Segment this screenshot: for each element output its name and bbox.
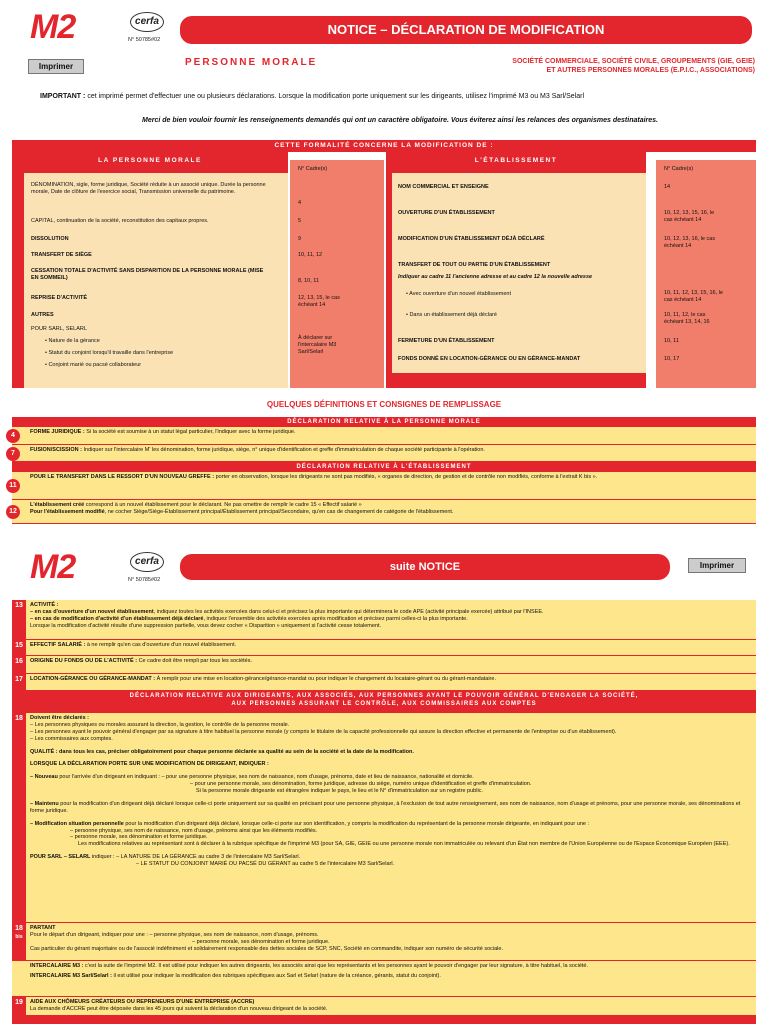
decl-dir-line-2: AUX PERSONNES ASSURANT LE CONTRÔLE, AUX COMMISSAIRES AUX COMPTES [231, 700, 537, 707]
row-text: À remplir pour une mise en location-gérance/gérance-mandat ou pour indiquer le changement du locataire-gérant ou du gérant-mandataire. [156, 676, 496, 682]
etab-item: NOM COMMERCIAL ET ENSEIGNE [398, 184, 489, 190]
pm-item-label: DÉNOMINATION, sigle, forme juridique, Société réduite à un associé unique. Durée la personne morale, Date de clôture de l'exercice social, Transmission universelle du patrimoine. [31, 182, 266, 195]
subtitle-right-2: ET AUTRES PERSONNES MORALES (E.P.I.C., ASSOCIATIONS) [546, 66, 755, 74]
row-number: 17 [12, 674, 26, 690]
row-number: 18 bis [12, 923, 26, 960]
pm-autres-b3: • Conjoint marié ou pacsé collaborateur [45, 362, 142, 368]
row-text: à ne remplir qu'en cas d'ouverture d'un nouvel établissement. [86, 642, 237, 648]
row-text: Indiquer sur l'intercalaire M' les dénomination, forme juridique, siège, n° unique d'identification et greffe d'immatriculation de chaque société participante à l'opération. [83, 447, 485, 453]
row-text: , indiquez l'ensemble des activités exercées après modification et précisez parmi celles-ci la plus importante. [203, 615, 468, 622]
r18-maintenu-label: – Maintenu [30, 800, 59, 807]
etab-item: MODIFICATION D'UN ÉTABLISSEMENT DÉJÀ DÉCLARÉ [398, 236, 545, 242]
page-title: suite NOTICE [180, 554, 670, 580]
subtitle-right-1: SOCIÉTÉ COMMERCIALE, SOCIÉTÉ CIVILE, GROUPEMENTS (GIE, GEIE) [512, 58, 755, 65]
row-label-2: Pour l'établissement modifié [30, 508, 105, 515]
row-text: Ce cadre doit être rempli par tous les sociétés. [138, 658, 252, 664]
row-sub-label: – en cas d'ouverture d'un nouvel établissement [30, 608, 154, 615]
row-text: Si la société est soumise à un statut légal particulier, l'indiquer avec la forme juridique. [86, 429, 296, 435]
decl-pm-header: DÉCLARATION RELATIVE À LA PERSONNE MORALE [12, 417, 756, 427]
row-sub-label: – en cas de modification d'activité d'un établissement déjà déclaré [30, 615, 204, 622]
etab-cadre-box [656, 160, 756, 388]
m2-logo: M2 [30, 8, 76, 46]
m2-logo: M2 [30, 548, 76, 586]
row-19 [12, 997, 756, 1016]
important-text: cet imprimé permet d'effectuer une ou plusieurs déclarations. Lorsque la modification porte uniquement sur les dirigeants, utilisez l'imprimé M3 ou M3 Sarl/Selarl [87, 93, 584, 100]
row-15 [12, 640, 756, 656]
r18-lorsque: LORSQUE LA DÉCLARATION PORTE SUR UNE MODIFICATION DE DIRIGEANT, INDIQUER : [30, 761, 269, 768]
row-number: 13 [12, 600, 26, 639]
row-text: , indiquez toutes les activités exercées dans celui-ci et précisez la plus importante qui déterminera le code APE (activité principale exercée) attribué par l'INSEE. [153, 608, 544, 615]
mandatory-note: Merci de bien vouloir fournir les renseignements demandés qui ont un caractère obligatoire. Vous éviterez ainsi les relances des organismes destinataires. [142, 117, 658, 124]
pm-cadre-value: 8, 10, 11 [298, 278, 319, 284]
r18b-a: Pour le départ d'un dirigeant, indiquer pour une : – personne physique, ses nom de naissance, nom d'usage, prénoms. [30, 931, 319, 938]
row-label: FUSION/SCISSION : [30, 447, 82, 453]
r18-modif-label: – Modification situation personnelle [30, 820, 124, 827]
etab-cadre-value: 10, 11 [664, 338, 679, 344]
subtitle: PERSONNE MORALE [185, 57, 318, 68]
r18-sarl: indiquer : – LA NATURE DE LA GÉRANCE au cadre 3 de l'intercalaire M3 Sarl/Selarl. [91, 854, 301, 861]
etab-item: • Avec ouverture d'un nouvel établissement [406, 291, 511, 297]
print-button[interactable]: Imprimer [688, 558, 746, 573]
cerfa-number: N° 50785#02 [128, 577, 161, 583]
formalite-header: CETTE FORMALITÉ CONCERNE LA MODIFICATION DE : [12, 140, 756, 152]
definitions-title: QUELQUES DÉFINITIONS ET CONSIGNES DE REMPLISSAGE [266, 400, 502, 409]
pm-header: LA PERSONNE MORALE [98, 157, 202, 164]
row-text: Lorsque la modification d'activité résulte d'une suppression partielle, vous devez cocher « Disparition » uniquement si l'activité cesse totalement. [30, 622, 382, 629]
row-text-2: , ne cocher Siège/Siège-Établissement principal/Établissement principal/Secondaire, qu'en cas de changement de catégorie de l'établissement. [104, 508, 454, 515]
page-title: NOTICE – DÉCLARATION DE MODIFICATION [180, 16, 752, 44]
row-text: porter en observation, lorsque les dirigeants ne sont pas modifiés, « organes de direction, de gestion et de contrôle non modifiés, conforme à l'extrait K bis ». [215, 474, 598, 480]
int-m3-label: INTERCALAIRE M3 : [30, 963, 84, 969]
etab-header: L'ÉTABLISSEMENT [474, 157, 558, 164]
row-number: 7 [6, 447, 20, 461]
int-m3-text: c'est la suite de l'imprimé M2. Il est utilisé pour indiquer les autres dirigeants, les associés ainsi que les représentants et les personnes ayant le pouvoir d'engager par leur signature, à titre habituel, la société. [85, 963, 589, 969]
etab-cadre-value: 10, 12, 13, 16, le cas échéant 14 [664, 236, 716, 249]
r18-maintenu: pour la modification d'un dirigeant déjà déclaré lorsque celle-ci porte uniquement sur sa qualité en précisant pour une personne physique, à l'exclusion de tout autre renseignement, ses nom de naissance, nom d'usage et prénoms, pour une personne morale, ses dénominations et forme juridique. [30, 800, 741, 814]
etab-cadre-value: 14 [664, 184, 671, 190]
r18-sarl-2: – LE STATUT DU CONJOINT MARIÉ OU PACSÉ DU GÉRANT au cadre 5 de l'intercalaire M3 Sarl/Selarl. [136, 861, 395, 867]
etab-cadre-value: 10, 12, 13, 15, 16, le cas échéant 14 [664, 210, 715, 223]
r18-title: Doivent être déclarés : [30, 715, 89, 721]
row-number: 4 [6, 429, 20, 443]
row-text: La demande d'ACCRE peut être déposée dans les 45 jours qui suivent la déclaration d'un nouveau dirigeant de la société. [30, 1005, 328, 1012]
row-label: L'établissement créé [30, 502, 85, 508]
row-label: AIDE AUX CHÔMEURS CRÉATEURS OU REPRENEURS D'UNE ENTREPRISE (ACCRE) [30, 999, 255, 1005]
r18b-title: PARTANT [30, 925, 56, 931]
r18-c: – Les commissaires aux comptes. [30, 735, 113, 742]
row-number: 11 [6, 479, 20, 493]
r18-modif-4: Les modifications relatives au représentant sont à déclarer à la rubrique spécifique de l'imprimé M3 (pour SA, GIE, GEIE ou une personne morale non immatriculée ou relevant d'un État non membre de l'Union Européenne ou de l'Espace Économique Européen (EEE). [78, 841, 730, 848]
print-button[interactable]: Imprimer [28, 59, 84, 74]
pm-item-denomination [31, 182, 281, 196]
row-number: 18 [12, 713, 26, 922]
row-label: LOCATION-GÉRANCE OU GÉRANCE-MANDAT : [30, 676, 156, 682]
pm-cadre-value: 5 [298, 218, 302, 224]
r18-qualite: QUALITÉ : dans tous les cas, préciser obligatoirement pour chaque personne déclarée sa qualité au sein de la société et la date de la modification. [30, 748, 414, 755]
etab-item: • Dans un établissement déjà déclaré [406, 312, 497, 318]
pm-cadre-value: 10, 11, 12 [298, 252, 323, 258]
etab-item: FERMETURE D'UN ÉTABLISSEMENT [398, 338, 495, 344]
r18-b: – Les personnes ayant le pouvoir général d'engager par sa signature à titre habituel la personne morale (y compris le titulaire de la capacité professionnelle qui assure la direction effective et permanente de l'entreprise ou d'un établissement). [30, 728, 617, 735]
etab-item-note: Indiquer au cadre 11 l'ancienne adresse et au cadre 12 la nouvelle adresse [398, 274, 593, 280]
pm-item-autres: AUTRES [31, 312, 54, 318]
r18-modif: pour la modification d'un dirigeant déjà déclaré, lorsque celle-ci porte sur son identification, y compris la modification du représentant de la personne morale dirigeante, en indiquant pour une : [125, 820, 589, 827]
pm-item-capital: CAPITAL, continuation de la société, reconstitution des capitaux propres. [31, 218, 209, 224]
pm-cadre-label: N° Cadre(s) [298, 166, 328, 172]
row-16 [12, 656, 756, 674]
pm-autres-cadre: À déclarer sur l'intercalaire M3 Sarl/Selarl [298, 335, 337, 355]
row-13 [12, 600, 756, 640]
r18-nouveau: pour l'arrivée d'un dirigeant en indiquant : – pour une personne physique, ses nom de naissance, nom d'usage, prénoms, date et lieu de naissance, nationalité et domicile. [59, 774, 474, 781]
important-label: IMPORTANT : [40, 93, 86, 100]
row-number: 16 [12, 656, 26, 673]
r18-nouveau-3: Si la personne morale dirigeante est étrangère indiquer le pays, le lieu et le N° d'immatriculation sur un registre public. [196, 788, 483, 794]
def-row-7 [12, 445, 756, 462]
r18-sarl-label: POUR SARL – SELARL [30, 854, 91, 861]
cerfa-logo: cerfa [130, 12, 164, 32]
r18-nouveau-2: – pour une personne morale, ses dénomination, forme juridique, adresse du siège, numéro unique d'identification et greffe d'immatriculation. [190, 781, 532, 788]
def-row-4 [12, 427, 756, 445]
row-label: FORME JURIDIQUE : [30, 429, 85, 435]
row-label: ORIGINE DU FONDS OU DE L'ACTIVITÉ : [30, 658, 138, 664]
r18-a: – Les personnes physiques ou morales assurant la direction, la gestion, le contrôle de la personne morale. [30, 721, 290, 728]
row-18 [12, 713, 756, 923]
row-label: ACTIVITÉ : [30, 602, 59, 608]
etab-item: TRANSFERT DE TOUT OU PARTIE D'UN ÉTABLISSEMENT [398, 262, 551, 268]
r18b-b: – personne morale, ses dénomination et forme juridique. [192, 938, 330, 945]
subtitle-right [390, 58, 755, 76]
int-sarl-text: il est utilisé pour indiquer la modification des rubriques spécifiques aux Sarl et Selarl (nature de la créance, gérants, statut du conjoint). [113, 972, 441, 979]
pm-item-cessation: CESSATION TOTALE D'ACTIVITÉ SANS DISPARITION DE LA PERSONNE MORALE (MISE EN SOMMEIL) [31, 268, 264, 281]
etab-cadre-value: 10, 11, 12, le cas échéant 13, 14, 16 [664, 312, 710, 325]
etab-cadre-value: 10, 17 [664, 356, 680, 362]
pm-cadre-value: 9 [298, 236, 302, 242]
decl-dir-line-1: DÉCLARATION RELATIVE AUX DIRIGEANTS, AUX ASSOCIÉS, AUX PERSONNES AYANT LE POUVOIR GÉNÉRAL D'ENGAGER LA SOCIÉTÉ, [129, 693, 639, 699]
cerfa-logo: cerfa [130, 552, 164, 572]
row-label: EFFECTIF SALARIÉ : [30, 642, 86, 648]
pm-cadre-value: 4 [298, 200, 302, 206]
row-18-bis [12, 923, 756, 961]
pm-item-dissolution: DISSOLUTION [31, 236, 69, 242]
etab-item: FONDS DONNÉ EN LOCATION-GÉRANCE OU EN GÉRANCE-MANDAT [398, 356, 581, 362]
row-number: 15 [12, 640, 26, 655]
etab-cadre-label: N° Cadre(s) [664, 166, 694, 172]
etab-item: OUVERTURE D'UN ÉTABLISSEMENT [398, 210, 495, 216]
cerfa-number: N° 50785#02 [128, 37, 161, 43]
row-number: 19 [12, 997, 26, 1015]
r18-nouveau-label: – Nouveau [30, 774, 58, 781]
row-number: 12 [6, 505, 20, 519]
def-row-11 [9, 472, 756, 500]
pm-autres-b2: • Statut du conjoint lorsqu'il travaille dans l'entreprise [45, 350, 174, 356]
pm-autres-b1: • Nature de la gérance [45, 338, 100, 344]
pm-item-reprise: REPRISE D'ACTIVITÉ [31, 295, 88, 301]
important-note [40, 93, 760, 102]
int-sarl-label: INTERCALAIRE M3 Sarl/Selarl : [30, 972, 112, 979]
decl-dir-header [12, 691, 756, 713]
row-label: POUR LE TRANSFERT DANS LE RESSORT D'UN NOUVEAU GREFFE : [30, 474, 215, 480]
etab-cadre-value: 10, 11, 12, 13, 15, 16, le cas échéant 14 [664, 290, 723, 303]
pm-cadre-value: 12, 13, 15, le cas échéant 14 [298, 295, 340, 308]
intercalaire-row [12, 961, 756, 997]
pm-autres-sub: POUR SARL, SELARL [31, 326, 87, 332]
pm-item-transfert: TRANSFERT DE SIÈGE [31, 252, 92, 258]
decl-etab-header: DÉCLARATION RELATIVE À L'ÉTABLISSEMENT [12, 462, 756, 472]
row-17 [12, 674, 756, 691]
def-row-12 [9, 500, 756, 524]
r18-modif-3: – personne morale, ses dénomination et forme juridique. [70, 834, 208, 841]
bottom-strip [12, 1016, 756, 1024]
r18b-c: Cas particulier du gérant majoritaire ou de l'associé indéfiniment et solidairement responsable des dettes sociales de SCP, SNC, Société en commandite, indiquer son numéro de sécurité sociale. [30, 945, 503, 952]
row-text: correspond à un nouvel établissement pour le déclarant. Ne pas omettre de remplir le cadre 15 « Effectif salarié » [85, 502, 362, 508]
r18-modif-2: – personne physique, ses nom de naissance, nom d'usage, prénoms ainsi que les éléments modifiés. [70, 827, 318, 834]
